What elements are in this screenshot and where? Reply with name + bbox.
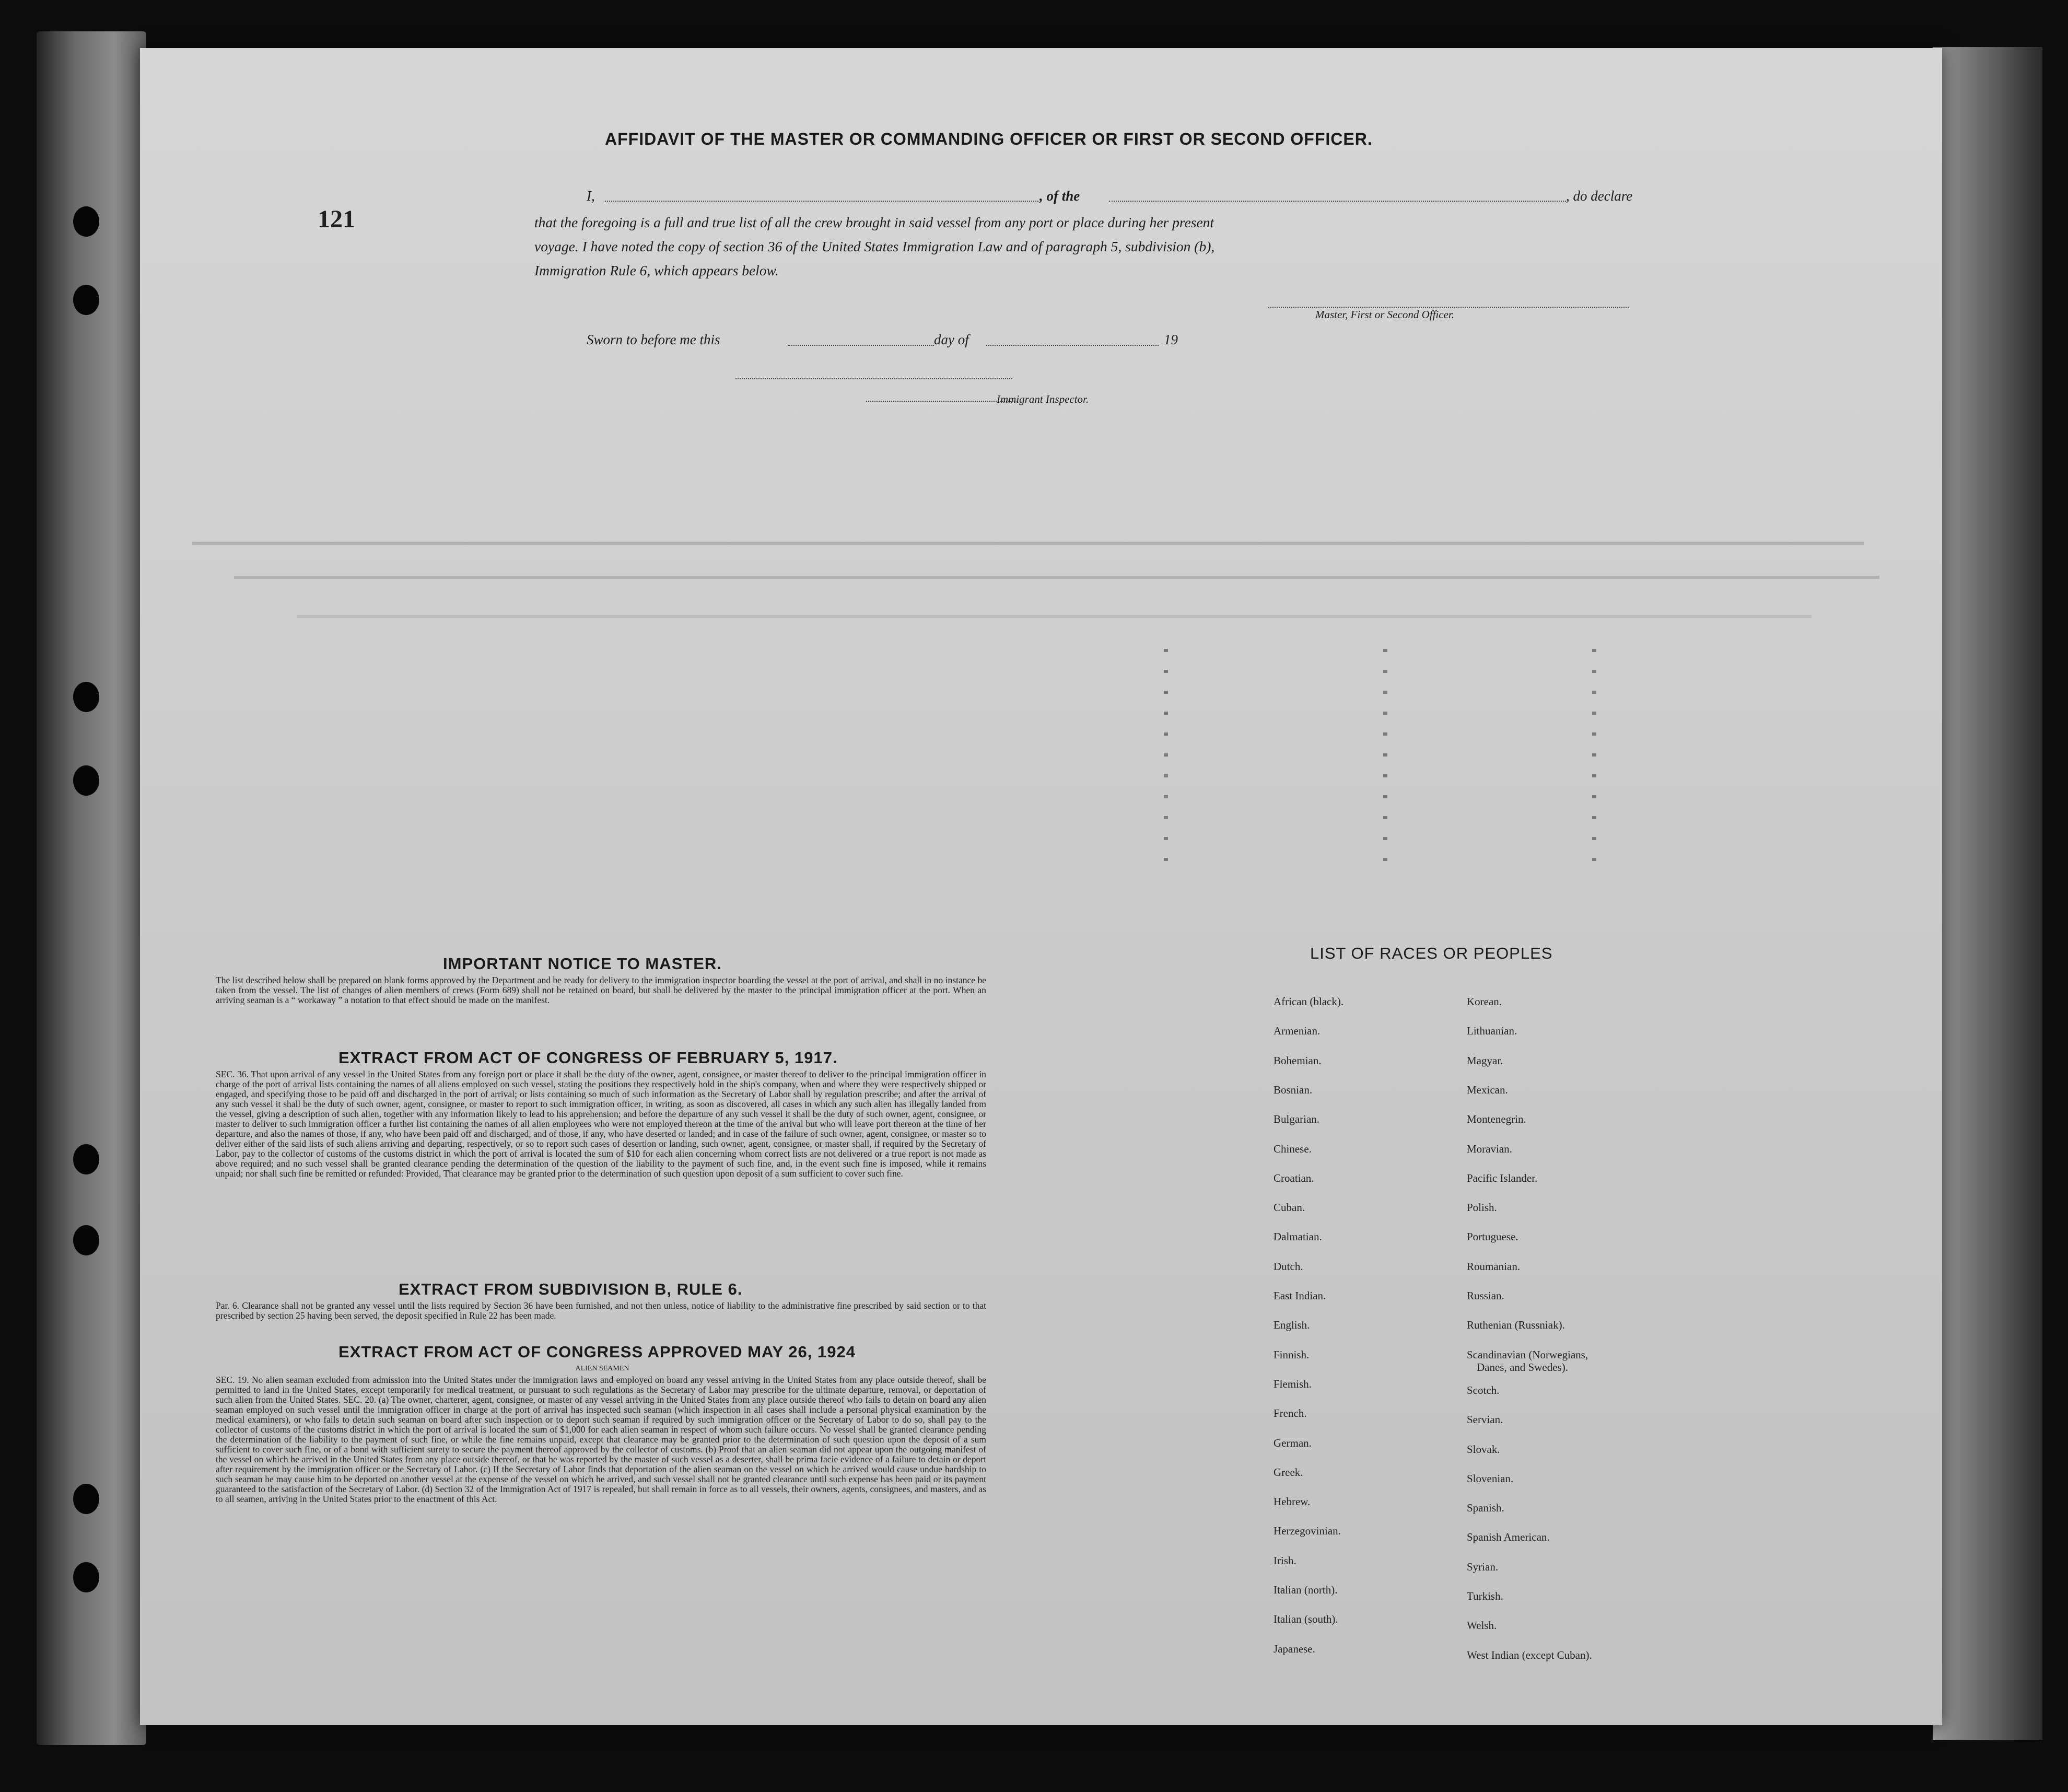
officer-signature-line xyxy=(1268,307,1629,308)
race-item: West Indian (except Cuban). xyxy=(1467,1648,1592,1661)
race-item: Spanish American. xyxy=(1467,1531,1550,1544)
binder-hole xyxy=(73,765,99,796)
extract-1917-text: SEC. 36. That upon arrival of any vessel in the United States from any foreign port or place it shall be the duty of the owner, agent, consignee, or master thereof to deliver to the principal immigration officer in charge of the port of arrival lists containing the names of all aliens employed on such vessel, stating the positions they respectively hold in the ship's company, when and where they were respectively shipped or engaged, and specifying those to be paid off and discharged in the port of arrival; or lists containing so much of such information as the Secretary of Labor shall by regulation prescribe; and after the arrival of any such vessel it shall be the duty of such owner, agent, consignee, or master to report to such immigration officer, in writing, as soon as discovered, all cases in which any such alien has illegally landed from the vessel, giving a description of such alien, together with any information likely to lead to his apprehension; and before the departure of any such vessel it shall be the duty of such owner, agent, consignee, or master to deliver to such immigration officer a further list containing the names of all alien employees who were not employed thereon at the time of the arrival but who will leave port thereon at the time of her departure, and also the names of those, if any, who have been paid off and discharged, and of those, if any, who have deserted or landed; and in case of the failure of such owner, agent, consignee, or master so to deliver either of the said lists of such aliens arriving and departing, respectively, or so to report such cases of desertion or landing, such owner, agent, consignee, or master shall, if required by the Secretary of Labor, pay to the collector of customs of the customs district in which the port of arrival is located the sum of $10 for each alien concerning whom correct lists are not delivered or a true report is not made as above required; and no such vessel shall be granted clearance pending the determination of the question of the liability to the payment of such fine, and, in the event such fine is imposed, while it remains unpaid; nor shall such fine be remitted or refunded: Provided, That clearance may be granted prior to the determination of such question upon deposit of a sum sufficient to cover such fine. xyxy=(216,1069,986,1179)
race-item: Hebrew. xyxy=(1273,1495,1311,1508)
day-blank-line xyxy=(788,345,934,346)
affidavit-of-the: , of the xyxy=(1039,188,1080,204)
bleed-through-line xyxy=(297,615,1812,618)
race-item: Dalmatian. xyxy=(1273,1230,1322,1243)
race-item: Servian. xyxy=(1467,1413,1503,1426)
race-item-continuation: Danes, and Swedes). xyxy=(1477,1361,1568,1374)
officer-caption: Master, First or Second Officer. xyxy=(1315,308,1454,321)
race-item: Italian (north). xyxy=(1273,1584,1338,1596)
day-of-label: day of xyxy=(934,332,969,347)
race-item: Scotch. xyxy=(1467,1383,1500,1397)
race-item: Herzegovinian. xyxy=(1273,1525,1341,1538)
affidavit-text-line-3: Immigration Rule 6, which appears below. xyxy=(534,262,779,278)
binder-hole xyxy=(73,682,99,712)
race-item: Bulgarian. xyxy=(1273,1113,1320,1126)
affidavit-text-line-2: voyage. I have noted the copy of section 36 of the United States Immigration Law and of paragraph 5, subdivision (b), xyxy=(534,238,1215,254)
race-item: Armenian. xyxy=(1273,1025,1321,1038)
race-item: Chinese. xyxy=(1273,1142,1312,1155)
race-item: French. xyxy=(1273,1407,1307,1420)
race-item: Slovak. xyxy=(1467,1442,1500,1456)
race-item: Croatian. xyxy=(1273,1171,1314,1184)
race-item: Mexican. xyxy=(1467,1083,1508,1096)
races-title: LIST OF RACES OR PEOPLES xyxy=(1310,944,1553,962)
race-item: East Indian. xyxy=(1273,1289,1326,1302)
race-item: Greek. xyxy=(1273,1465,1303,1479)
race-item: Bosnian. xyxy=(1273,1083,1313,1096)
race-item: Russian. xyxy=(1467,1289,1504,1302)
race-item: Finnish. xyxy=(1273,1348,1310,1361)
affidavit-do-declare: , do declare xyxy=(1566,188,1633,204)
race-item: Japanese. xyxy=(1273,1642,1315,1655)
rule6-title: EXTRACT FROM SUBDIVISION B, RULE 6. xyxy=(399,1280,743,1298)
race-item: Pacific Islander. xyxy=(1467,1171,1538,1184)
race-item: Portuguese. xyxy=(1467,1230,1518,1243)
bleed-through-line xyxy=(234,576,1879,579)
race-item: Slovenian. xyxy=(1467,1472,1514,1485)
affidavit-text-line-1: that the foregoing is a full and true list of all the crew brought in said vessel from any port or place during her present xyxy=(534,214,1214,230)
race-item: Syrian. xyxy=(1467,1560,1499,1573)
binder-hole xyxy=(73,1144,99,1174)
bleed-through-dots xyxy=(1592,649,1596,868)
inspector-caption: Immigrant Inspector. xyxy=(997,393,1089,405)
race-item: Ruthenian (Russniak). xyxy=(1467,1319,1565,1332)
race-item: Turkish. xyxy=(1467,1590,1503,1602)
month-blank-line xyxy=(986,345,1159,346)
page-number: 121 xyxy=(318,205,355,233)
race-item: Dutch. xyxy=(1273,1260,1303,1273)
year-prefix: 19 xyxy=(1164,332,1178,347)
race-item: African (black). xyxy=(1273,995,1344,1008)
affidavit-title: AFFIDAVIT OF THE MASTER OR COMMANDING OFFICER OR FIRST OR SECOND OFFICER. xyxy=(605,130,1373,148)
manifest-page xyxy=(140,48,1942,1725)
binder-hole xyxy=(73,285,99,315)
extract-1924-text: SEC. 19. No alien seaman excluded from admission into the United States under the immigration laws and employed on board any vessel arriving in the United States from any place outside thereof, shall be permitted to land in the United States, except temporarily for medical treatment, or pursuant to such regulations as the Secretary of Labor may prescribe for the ultimate departure, removal, or deportation of such alien from the United States. SEC. 20. (a) The owner, charterer, agent, consignee, or master of any vessel arriving in the United States from any place outside thereof who fails to detain on board any alien seaman employed on such vessel until the immigration officer in charge at the port of arrival has inspected such seaman (which inspection in all cases shall include a personal physical examination by the medical examiners), or who fails to detain such seaman on board after such inspection or to deport such seaman if required by such immigration officer or the Secretary of Labor to do so, shall pay to the collector of customs of the customs district in which the port of arrival is located the sum of $1,000 for each alien seaman in respect of whom such failure occurs. No vessel shall be granted clearance pending the determination of the liability to the payment of such fine, or while the fine remains unpaid, except that clearance may be granted prior to the determination of such question upon the deposit of a sum sufficient to cover such fine, or of a bond with sufficient surety to secure the payment thereof approved by the collector of customs. (b) Proof that an alien seaman did not appear upon the outgoing manifest of the vessel on which he arrived in the United States from any place outside thereof, or that he was reported by the master of such vessel as a deserter, shall be prima facie evidence of a failure to detain or deport after requirement by the immigration officer or the Secretary of Labor. (c) If the Secretary of Labor finds that deportation of the alien seaman on the vessel on which he arrived would cause undue hardship to such seaman he may cause him to be deported on another vessel at the expense of the vessel on which he arrived, and such vessel shall not be granted clearance until such expense has been paid or its payment guaranteed to the satisfaction of the Secretary of Labor. (d) Section 32 of the Immigration Act of 1917 is repealed, but shall remain in force as to all vessels, their owners, agents, consignees, and masters, and as to all seamen, arriving in the United States prior to the enactment of this Act. xyxy=(216,1375,986,1504)
race-item: Italian (south). xyxy=(1273,1613,1338,1626)
race-item: English. xyxy=(1273,1319,1310,1332)
inspector-signature-line xyxy=(735,378,1012,379)
race-item: German. xyxy=(1273,1436,1312,1449)
bleed-through-dots xyxy=(1383,649,1387,868)
binder-hole xyxy=(73,1225,99,1255)
race-item: Irish. xyxy=(1273,1554,1296,1567)
affidavit-i-label: I, xyxy=(587,188,595,204)
notice-text: The list described below shall be prepared on blank forms approved by the Department and be ready for delivery to the immigration inspector boarding the vessel at the port of arrival, and shall in no instance be taken from the vessel. The list of changes of alien members of crews (Form 689) shall not be retained on board, but shall be delivered by the master to the principal immigration officer at the port. When an arriving seaman is a “ workaway ” a notation to that effect should be made on the manifest. xyxy=(216,975,986,1005)
race-item: Polish. xyxy=(1467,1201,1497,1214)
race-item: Lithuanian. xyxy=(1467,1025,1517,1038)
bleed-through-dots xyxy=(1164,649,1168,868)
vessel-blank-line xyxy=(1109,201,1566,202)
rule6-text: Par. 6. Clearance shall not be granted any vessel until the lists required by Section 36 have been furnished, and not then unless, notice of liability to the administrative fine prescribed by said section or to that prescribed by section 25 having been served, the deposit specified in Rule 22 has been made. xyxy=(216,1300,986,1321)
extract-1917-title: EXTRACT FROM ACT OF CONGRESS OF FEBRUARY 5, 1917. xyxy=(338,1049,838,1067)
race-item: Welsh. xyxy=(1467,1619,1497,1632)
binder-hole xyxy=(73,206,99,237)
race-item: Magyar. xyxy=(1467,1054,1503,1067)
extract-1924-title: EXTRACT FROM ACT OF CONGRESS APPROVED MAY 26, 1924 xyxy=(338,1343,856,1361)
race-item: Flemish. xyxy=(1273,1377,1312,1390)
notice-title: IMPORTANT NOTICE TO MASTER. xyxy=(443,955,722,973)
page-edge-right xyxy=(1933,47,2042,1740)
bleed-through-line xyxy=(192,542,1864,545)
race-item: Montenegrin. xyxy=(1467,1113,1526,1126)
race-item: Bohemian. xyxy=(1273,1054,1322,1067)
race-item: Moravian. xyxy=(1467,1142,1512,1155)
race-item: Scandinavian (Norwegians, xyxy=(1467,1348,1588,1361)
race-item: Spanish. xyxy=(1467,1502,1504,1515)
inspector-name-line xyxy=(866,401,1018,402)
race-item: Cuban. xyxy=(1273,1201,1305,1214)
name-blank-line xyxy=(605,201,1038,202)
binder-hole xyxy=(73,1484,99,1514)
race-item: Roumanian. xyxy=(1467,1260,1521,1273)
binder-hole xyxy=(73,1562,99,1592)
sworn-label: Sworn to before me this xyxy=(587,332,720,347)
extract-1924-subtitle: ALIEN SEAMEN xyxy=(575,1365,629,1372)
race-item: Korean. xyxy=(1467,995,1502,1008)
